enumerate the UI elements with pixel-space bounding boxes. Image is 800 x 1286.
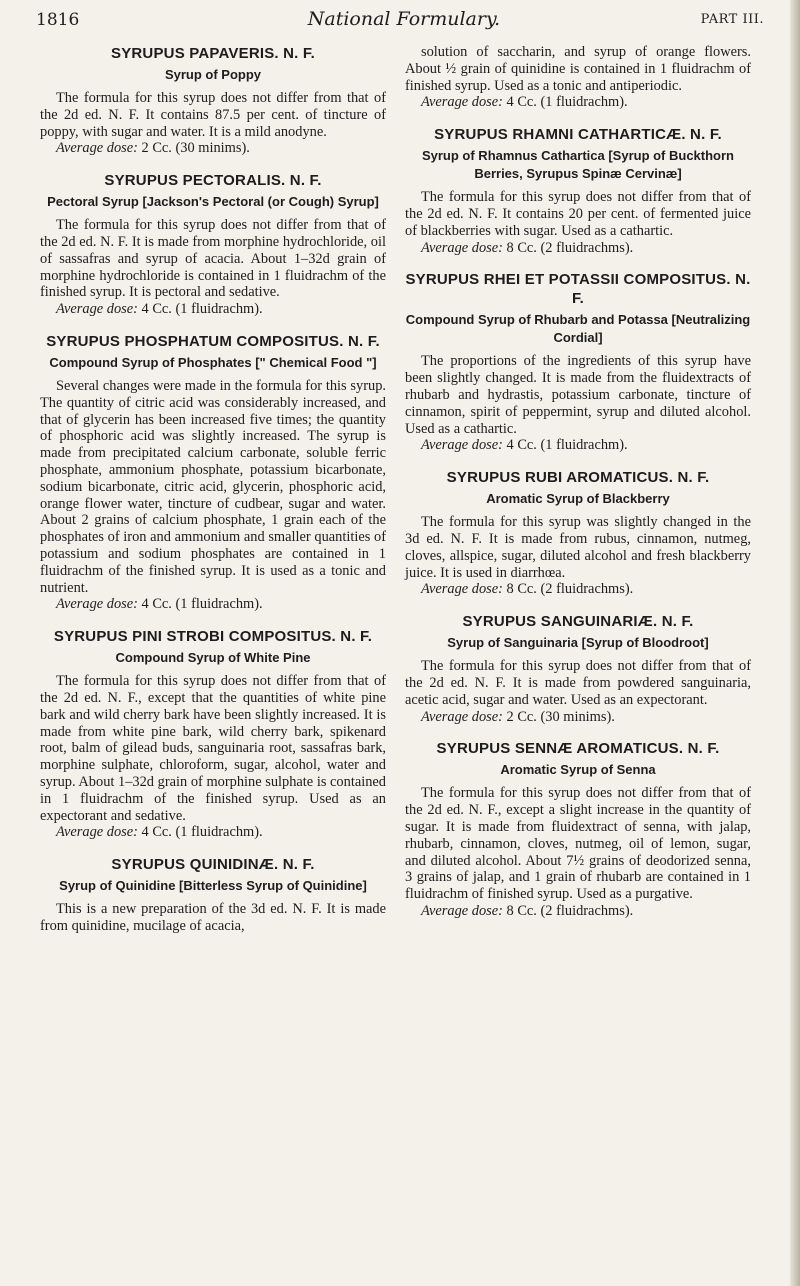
monograph-text: This is a new preparation of the 3d ed. N. F. It is made from quinidine, mucilage of acacia, bbox=[40, 901, 386, 934]
dose-label: Average dose: bbox=[56, 301, 138, 318]
monograph-section bbox=[405, 612, 751, 725]
monograph-subheading: Syrup of Sanguinaria [Syrup of Bloodroot] bbox=[447, 635, 709, 651]
monograph-heading: SYRUPUS RHAMNI CATHARTICÆ. N. F. bbox=[434, 126, 722, 144]
monograph-section bbox=[40, 855, 386, 935]
dose-value: 8 Cc. (2 fluidrachms). bbox=[506, 239, 634, 256]
monograph-section bbox=[405, 270, 751, 454]
dose-label: Average dose: bbox=[421, 94, 503, 111]
monograph-text: The formula for this syrup does not differ from that of the 2d ed. N. F. It contains 20 per cent. of fermented juice of blackberries with sugar. Used as a cathartic. bbox=[405, 189, 751, 239]
average-dose bbox=[40, 824, 386, 841]
dose-label: Average dose: bbox=[421, 902, 503, 919]
average-dose bbox=[40, 596, 386, 613]
running-title: National Formulary. bbox=[307, 8, 501, 30]
dose-value: 4 Cc. (1 fluidrachm). bbox=[141, 301, 263, 318]
monograph-section bbox=[405, 468, 751, 598]
monograph-heading: SYRUPUS QUINIDINÆ. N. F. bbox=[111, 856, 315, 874]
page-number: 1816 bbox=[36, 10, 80, 30]
average-dose bbox=[40, 301, 386, 318]
monograph-heading: SYRUPUS PHOSPHATUM COMPOSITUS. N. F. bbox=[46, 332, 380, 350]
monograph-text: Several changes were made in the formula for this syrup. The quantity of citric acid was considerably increased, and that of glycerin has been increased five times; the quantity of phosphoric acid was slightly increased. The syrup is made from precipitated calcium carbonate, soluble ferric phosphate, ammonium phosphate, potassium bicarbonate, sodium bicarbonate, citric acid, glycerin, phosphoric acid, orange flower water, tincture of cudbear, sugar and water. About 2 grains of calcium phosphate, 1 grain each of the phosphates of iron and ammonium and smaller quantities of potassium and sodium phosphates are contained in 1 fluidrachm of the finished syrup. It is used as a tonic and nutrient. bbox=[40, 377, 386, 596]
monograph-section bbox=[405, 739, 751, 919]
monograph-text: The formula for this syrup does not differ from that of the 2d ed. N. F. It contains 87.5 per cent. of tincture of poppy, with sugar and water. It is a mild anodyne. bbox=[40, 90, 386, 140]
monograph-section bbox=[405, 44, 751, 111]
dose-value: 2 Cc. (30 minims). bbox=[506, 708, 615, 725]
monograph-subheading: Syrup of Rhamnus Cathartica [Syrup of Buckthorn Berries, Syrupus Spinæ Cervinæ] bbox=[421, 148, 735, 182]
monograph-text: The proportions of the ingredients of this syrup have been slightly changed. It is made from the fluidextracts of rhubarb and hydrastis, potassium carbonate, tincture of cinnamon, spirit of peppermint, syrup and diluted alcohol. Used as a cathartic. bbox=[405, 353, 751, 437]
monograph-section bbox=[40, 171, 386, 318]
right-column bbox=[405, 44, 751, 934]
monograph-text: The formula for this syrup does not differ from that of the 2d ed. N. F., except a slight increase in the quantity of sugar. It is made from fluidextract of senna, with jalap, rhubarb, cinnamon, cloves, nutmeg, oil of lemon, sugar, and diluted alcohol. About 7½ grains of deodorized senna, 3 grains of jalap, and 1 grain of rhubarb are contained in 1 fluidrachm of finished syrup. Used as a purgative. bbox=[405, 785, 751, 903]
monograph-section bbox=[40, 627, 386, 841]
monograph-subheading: Compound Syrup of White Pine bbox=[115, 650, 311, 666]
part-label: PART III. bbox=[700, 12, 764, 27]
monograph-text: The formula for this syrup was slightly changed in the 3d ed. N. F. It is made from rubus, cinnamon, nutmeg, cloves, allspice, sugar, diluted alcohol and fresh blackberry juice. It is used in diarrhœa. bbox=[405, 514, 751, 581]
monograph-heading: SYRUPUS SANGUINARIÆ. N. F. bbox=[462, 613, 694, 631]
average-dose bbox=[405, 709, 751, 726]
monograph-subheading: Syrup of Poppy bbox=[164, 67, 262, 82]
dose-value: 4 Cc. (1 fluidrachm). bbox=[506, 94, 628, 111]
dose-label: Average dose: bbox=[56, 824, 138, 841]
dose-value: 8 Cc. (2 fluidrachms). bbox=[506, 902, 634, 919]
dose-value: 8 Cc. (2 fluidrachms). bbox=[506, 581, 634, 598]
average-dose bbox=[405, 437, 751, 454]
page-edge bbox=[790, 0, 800, 1286]
monograph-text: solution of saccharin, and syrup of orange flowers. About ½ grain of quinidine is contained in 1 fluidrachm of finished syrup. Used as a tonic and antiperiodic. bbox=[405, 44, 751, 94]
monograph-heading: SYRUPUS PAPAVERIS. N. F. bbox=[110, 45, 315, 62]
monograph-heading: SYRUPUS PECTORALIS. N. F. bbox=[104, 172, 322, 190]
monograph-subheading: Aromatic Syrup of Senna bbox=[500, 762, 656, 778]
monograph-section bbox=[40, 44, 386, 157]
monograph-heading: SYRUPUS PINI STROBI COMPOSITUS. N. F. bbox=[53, 628, 373, 646]
monograph-section bbox=[405, 125, 751, 256]
monograph-subheading: Aromatic Syrup of Blackberry bbox=[486, 491, 670, 507]
monograph-subheading: Compound Syrup of Phosphates [" Chemical Food "] bbox=[49, 354, 377, 370]
dose-label: Average dose: bbox=[56, 596, 138, 613]
monograph-text: The formula for this syrup does not differ from that of the 2d ed. N. F. It is made from powdered sanguinaria, acetic acid, sugar and water. Used as an expectorant. bbox=[405, 658, 751, 708]
dose-label: Average dose: bbox=[421, 437, 503, 454]
average-dose bbox=[40, 140, 386, 157]
monograph-heading: SYRUPUS RHEI ET POTASSII COMPOSITUS. N. F. bbox=[405, 271, 751, 308]
dose-label: Average dose: bbox=[56, 140, 138, 157]
average-dose bbox=[405, 94, 751, 111]
left-column bbox=[40, 44, 386, 935]
monograph-subheading: Compound Syrup of Rhubarb and Potassa [Neutralizing Cordial] bbox=[405, 312, 751, 346]
monograph-text: The formula for this syrup does not differ from that of the 2d ed. N. F., except that the quantities of white pine bark and wild cherry bark have been slightly increased. It is made from white pine bark, wild cherry bark, spikenard root, balm of gilead buds, sanguinaria root, sassafras bark, morphine sulphate, chloroform, sugar, alcohol, water and syrup. About 1–32d grain of morphine sulphate is contained in 1 fluidrachm of the finished syrup. Used as an expectorant and sedative. bbox=[40, 673, 386, 824]
monograph-heading: SYRUPUS SENNÆ AROMATICUS. N. F. bbox=[436, 740, 720, 758]
monograph-subheading: Pectoral Syrup [Jackson's Pectoral (or Cough) Syrup] bbox=[47, 194, 379, 210]
monograph-subheading: Syrup of Quinidine [Bitterless Syrup of Quinidine] bbox=[59, 878, 367, 894]
average-dose bbox=[405, 240, 751, 257]
dose-label: Average dose: bbox=[421, 581, 503, 598]
dose-value: 4 Cc. (1 fluidrachm). bbox=[141, 596, 263, 613]
dose-label: Average dose: bbox=[421, 239, 503, 256]
dose-value: 2 Cc. (30 minims). bbox=[141, 140, 250, 157]
dose-value: 4 Cc. (1 fluidrachm). bbox=[141, 824, 263, 841]
dose-label: Average dose: bbox=[421, 708, 503, 725]
running-header bbox=[36, 8, 772, 34]
monograph-heading: SYRUPUS RUBI AROMATICUS. N. F. bbox=[446, 469, 710, 487]
average-dose bbox=[405, 581, 751, 598]
average-dose bbox=[405, 903, 751, 920]
monograph-text: The formula for this syrup does not differ from that of the 2d ed. N. F. It is made from morphine hydrochloride, oil of sassafras and syrup of acacia. About 1–32d grain of morphine hydrochloride is contained in 1 fluidrachm of the finished syrup. It is pectoral and sedative. bbox=[40, 217, 386, 301]
monograph-section bbox=[40, 332, 386, 613]
dose-value: 4 Cc. (1 fluidrachm). bbox=[506, 437, 628, 454]
